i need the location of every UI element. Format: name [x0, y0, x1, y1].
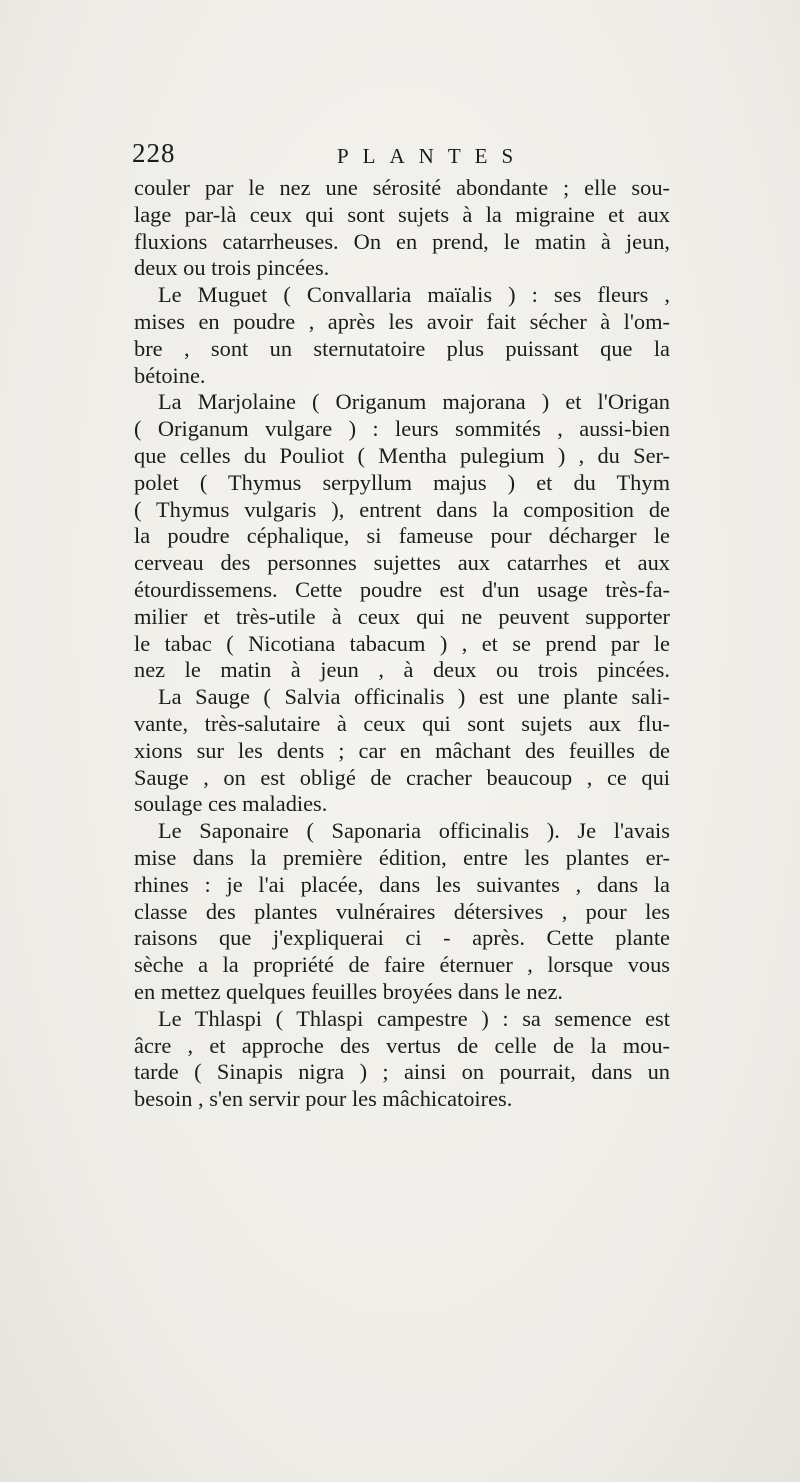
text-line: Sauge , on est obligé de cracher beaucoup , ce qui [134, 764, 670, 790]
text-line: ( Thymus vulgaris ), entrent dans la composition de [134, 496, 670, 522]
text-line: lage par-là ceux qui sont sujets à la migraine et aux [134, 201, 670, 227]
text-line: besoin , s'en servir pour les mâchicatoires. [134, 1086, 513, 1112]
text-line: Le Muguet ( Convallaria maïalis ) : ses fleurs , [158, 282, 670, 308]
text-line: cerveau des personnes sujettes aux catarrhes et aux [134, 550, 670, 576]
text-line: que celles du Pouliot ( Mentha pulegium ) , du Ser- [134, 442, 670, 468]
text-line: xions sur les dents ; car en mâchant des feuilles de [134, 737, 670, 763]
text-line: nez le matin à jeun , à deux ou trois pincées. [134, 657, 670, 683]
text-line: bre , sont un sternutatoire plus puissant que la [134, 335, 670, 361]
text-line: classe des plantes vulnéraires détersives , pour les [134, 898, 670, 924]
text-line: la poudre céphalique, si fameuse pour décharger le [134, 523, 670, 549]
text-line: couler par le nez une sérosité abondante ; elle sou- [134, 175, 670, 200]
text-line: Le Thlaspi ( Thlaspi campestre ) : sa semence est [158, 1005, 670, 1031]
text-line: raisons que j'expliquerai ci - après. Cette plante [134, 925, 670, 951]
text-line: tarde ( Sinapis nigra ) ; ainsi on pourrait, dans un [134, 1059, 670, 1085]
text-line: ( Origanum vulgare ) : leurs sommités , aussi-bien [134, 416, 670, 442]
text-line: La Sauge ( Salvia officinalis ) est une plante sali- [158, 684, 670, 710]
text-line: en mettez quelques feuilles broyées dans le nez. [134, 978, 563, 1004]
page-header [132, 138, 672, 174]
text-line: polet ( Thymus serpyllum majus ) et du Thym [134, 469, 670, 495]
text-line: âcre , et approche des vertus de celle de la mou- [134, 1032, 670, 1058]
text-line: mises en poudre , après les avoir fait sécher à l'om- [134, 308, 670, 334]
running-head: PLANTES [337, 144, 528, 168]
text-line: fluxions catarrheuses. On en prend, le matin à jeun, [134, 228, 670, 254]
text-line: soulage ces maladies. [134, 791, 328, 817]
text-line: Le Saponaire ( Saponaria officinalis ). Je l'avais [158, 818, 670, 844]
page-number: 228 [132, 138, 176, 168]
text-line: bétoine. [134, 362, 206, 388]
text-line: milier et très-utile à ceux qui ne peuvent supporter [134, 603, 670, 629]
text-line: le tabac ( Nicotiana tabacum ) , et se prend par le [134, 630, 670, 656]
text-line: La Marjolaine ( Origanum majorana ) et l'Origan [158, 389, 670, 415]
text-line: deux ou trois pincées. [134, 255, 330, 281]
text-line: rhines : je l'ai placée, dans les suivantes , dans la [134, 871, 670, 897]
text-line: vante, très-salutaire à ceux qui sont sujets aux flu- [134, 710, 670, 736]
text-line: mise dans la première édition, entre les plantes er- [134, 844, 670, 870]
body-text [134, 175, 670, 1113]
text-line: sèche a la propriété de faire éternuer , lorsque vous [134, 952, 670, 978]
text-line: étourdissemens. Cette poudre est d'un usage très-fa- [134, 576, 670, 602]
